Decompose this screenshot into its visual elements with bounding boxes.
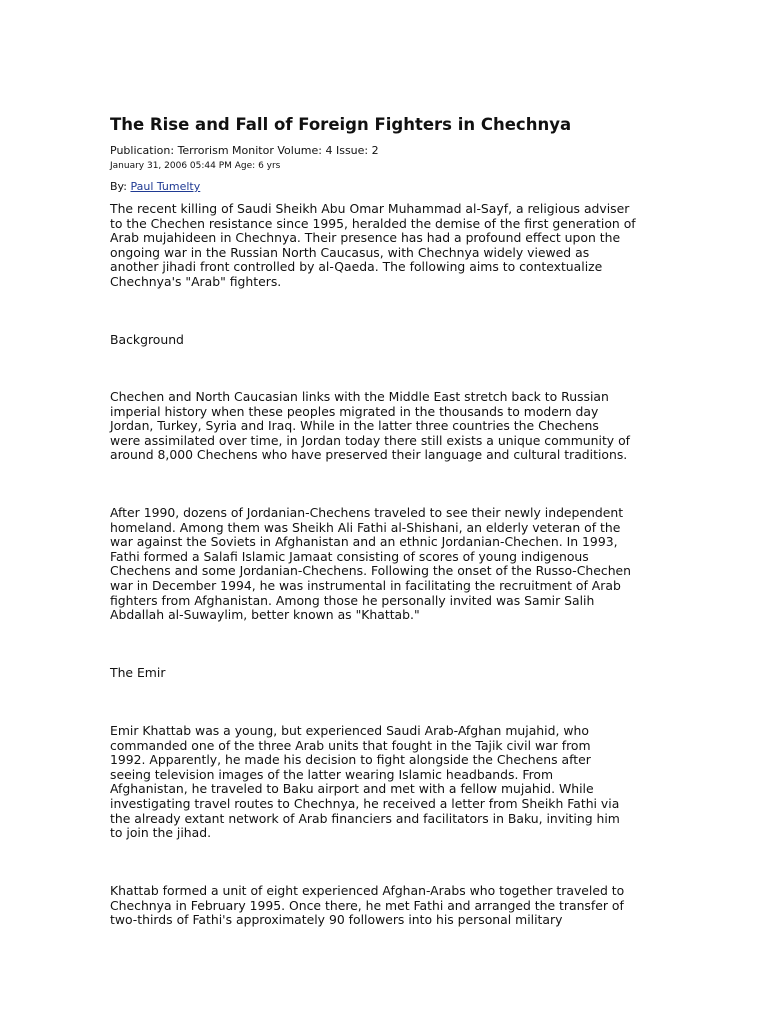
paragraph-emir: [110, 724, 620, 841]
text-line: Khattab formed a unit of eight experienced Afghan-Arabs who together traveled to: [110, 883, 625, 898]
text-line: The recent killing of Saudi Sheikh Abu Omar Muhammad al-Sayf, a religious adviser: [110, 201, 630, 216]
text-line: fighters from Afghanistan. Among those he personally invited was Samir Salih: [110, 592, 595, 608]
text-line: to the Chechen resistance since 1995, heralded the demise of the first generation of: [110, 215, 636, 231]
text-line: two-thirds of Fathi's approximately 90 followers into his personal military: [110, 912, 563, 928]
author-link[interactable]: Paul Tumelty: [130, 180, 201, 193]
text-line: Afghanistan, he traveled to Baku airport and met with a fellow mujahid. While: [110, 781, 594, 797]
by-label: By:: [110, 180, 127, 193]
paragraph-khattab-unit: [110, 884, 624, 928]
text-line: Background: [110, 332, 184, 347]
text-line: war against the Soviets in Afghanistan and an ethnic Jordanian-Chechen. In 1993,: [110, 534, 618, 550]
text-line: ongoing war in the Russian North Caucasus, with Chechnya widely viewed as: [110, 244, 590, 260]
paragraph-background: [110, 390, 630, 463]
article-title: The Rise and Fall of Foreign Fighters in Chechnya: [110, 115, 572, 134]
paragraph-intro: [110, 202, 636, 290]
text-line: were assimilated over time, in Jordan today there still exists a unique community of: [110, 432, 631, 448]
text-line: Emir Khattab was a young, but experienced Saudi Arab-Afghan mujahid, who: [110, 723, 589, 738]
date-line: January 31, 2006 05:44 PM Age: 6 yrs: [110, 161, 281, 171]
article: [110, 114, 662, 194]
text-line: Chechnya in February 1995. Once there, he met Fathi and arranged the transfer of: [110, 897, 624, 913]
text-line: After 1990, dozens of Jordanian-Chechens traveled to see their newly independent: [110, 505, 624, 520]
text-line: imperial history when these peoples migrated in the thousands to modern day: [110, 403, 599, 419]
text-line: Jordan, Turkey, Syria and Iraq. While in the latter three countries the Chechens: [110, 418, 599, 434]
text-line: homeland. Among them was Sheikh Ali Fathi al-Shishani, an elderly veteran of the: [110, 519, 621, 535]
byline: [110, 180, 662, 194]
publication-line: Publication: Terrorism Monitor Volume: 4 Issue: 2: [110, 144, 379, 157]
section-heading-emir: [110, 666, 165, 681]
text-line: around 8,000 Chechens who have preserved their language and cultural traditions.: [110, 447, 628, 463]
text-line: 1992. Apparently, he made his decision to fight alongside the Chechens after: [110, 752, 591, 768]
text-line: Abdallah al-Suwaylim, better known as "Khattab.": [110, 607, 420, 623]
text-line: Fathi formed a Salafi Islamic Jamaat consisting of scores of young indigenous: [110, 548, 589, 564]
text-line: seeing television images of the latter wearing Islamic headbands. From: [110, 766, 554, 782]
text-line: the already extant network of Arab financiers and facilitators in Baku, inviting him: [110, 810, 620, 826]
text-line: Chechens and some Jordanian-Chechens. Following the onset of the Russo-Chechen: [110, 563, 632, 579]
text-line: commanded one of the three Arab units that fought in the Tajik civil war from: [110, 737, 591, 753]
text-line: Chechen and North Caucasian links with the Middle East stretch back to Russian: [110, 389, 609, 404]
text-line: The Emir: [110, 665, 166, 680]
text-line: to join the jihad.: [110, 825, 212, 841]
text-line: Arab mujahideen in Chechnya. Their presence has had a profound effect upon the: [110, 230, 621, 246]
text-line: another jihadi front controlled by al-Qaeda. The following aims to contextualize: [110, 259, 603, 275]
paragraph-after-1990: [110, 506, 631, 623]
section-heading-background: [110, 333, 184, 348]
text-line: investigating travel routes to Chechnya, he received a letter from Sheikh Fathi via: [110, 795, 620, 811]
text-line: war in December 1994, he was instrumental in facilitating the recruitment of Arab: [110, 577, 621, 593]
text-line: Chechnya's "Arab" fighters.: [110, 273, 282, 289]
